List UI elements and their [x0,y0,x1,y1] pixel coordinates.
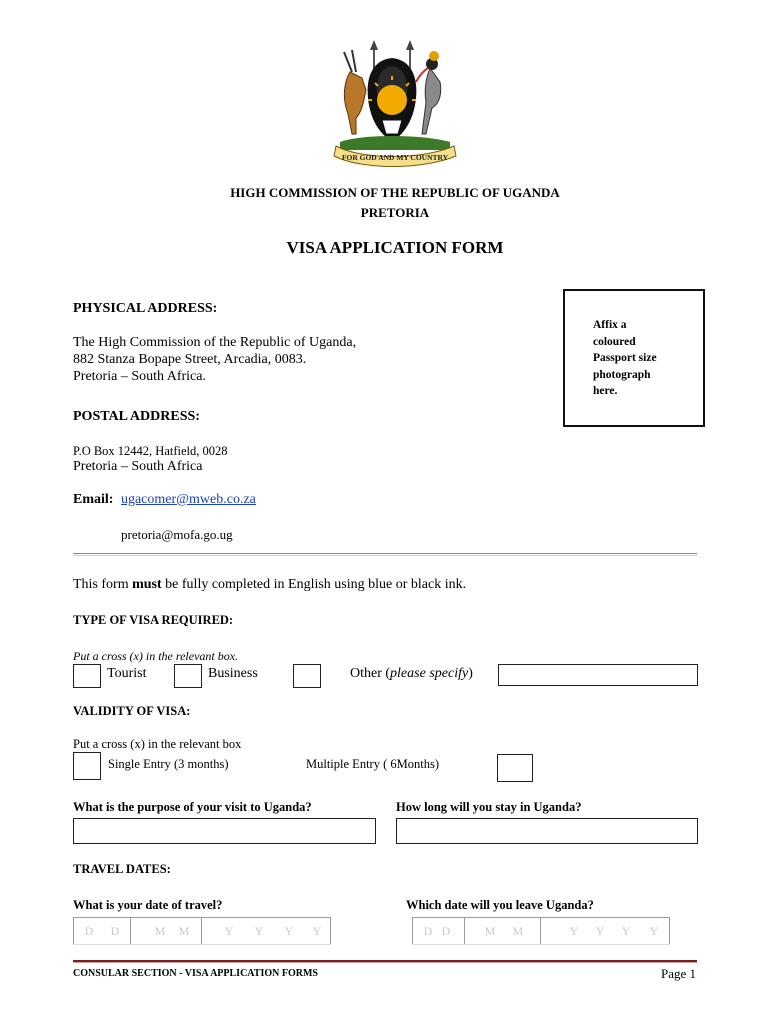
instruction-text: be fully completed in English using blue or black ink. [161,577,467,592]
uganda-coat-of-arms-emblem [322,38,468,168]
physical-address-block [73,334,356,385]
email-label: Email: [73,492,114,507]
stay-duration-input[interactable] [396,818,698,844]
business-checkbox[interactable] [174,664,202,688]
photo-instruction-line: here. [593,385,618,397]
city-heading: PRETORIA [360,205,430,220]
commission-heading: HIGH COMMISSION OF THE REPUBLIC OF UGANDA [230,185,560,200]
visa-type-heading: TYPE OF VISA REQUIRED: [73,613,234,627]
leave-date-field[interactable] [412,917,670,945]
date-cell-year: Y [649,924,659,938]
postal-city-line: Pretoria – South Africa [73,459,203,474]
other-label-text: ) [468,666,473,681]
photo-instruction-line: coloured [593,335,636,348]
photo-instruction-line: photograph [593,368,651,381]
date-cell-year: Y [569,924,579,938]
date-cell-month: M [512,924,524,938]
page-number: Page 1 [660,966,696,981]
date-cell-month: M [484,924,496,938]
multiple-entry-checkbox[interactable] [497,754,533,782]
travel-date-field[interactable] [73,917,331,945]
purpose-question: What is the purpose of your visit to Uganda? [73,800,312,814]
email-link-primary[interactable]: ugacomer@mweb.co.za [120,492,256,507]
leave-date-question: Which date will you leave Uganda? [406,898,594,912]
date-cell-month: M [154,924,166,938]
instruction-text: This form [73,577,133,592]
instruction-emphasis: must [132,577,162,592]
tourist-checkbox[interactable] [73,664,101,688]
form-title: VISA APPLICATION FORM [286,238,504,257]
section-divider [73,553,697,556]
footer-rule [73,960,697,963]
date-cell-day: D [423,924,433,938]
photo-instruction-line: Passport size [593,352,657,364]
physical-address-heading: PHYSICAL ADDRESS: [73,301,218,316]
single-entry-checkbox[interactable] [73,752,101,780]
date-cell-month: M [178,924,190,938]
date-cell-day: D [110,924,120,938]
motto-text: FOR GOD AND MY COUNTRY [341,153,449,162]
photo-instruction-line: Affix a [593,319,627,331]
other-label-text: Other ( [350,666,391,681]
address-line: 882 Stanza Bopape Street, Arcadia, 0083. [73,352,307,367]
address-line: The High Commission of the Republic of Uganda, [73,335,357,350]
other-specify-field[interactable] [498,664,698,686]
date-cell-year: Y [312,924,322,938]
form-instruction [73,577,466,593]
email-row [73,492,256,508]
email-secondary: pretoria@mofa.go.ug [121,527,233,542]
postal-box-line: P.O Box 12442, Hatfield, 0028 [73,444,228,458]
postal-address-heading: POSTAL ADDRESS: [73,409,200,424]
single-entry-label: Single Entry (3 months) [108,757,229,771]
visa-type-hint: Put a cross (x) in the relevant box. [73,649,239,663]
date-cell-year: Y [224,924,234,938]
passport-photo-box [563,289,705,427]
validity-heading: VALIDITY OF VISA: [73,704,191,718]
travel-dates-heading: TRAVEL DATES: [73,862,171,876]
date-cell-day: D [441,924,451,938]
tourist-label: Tourist [107,666,147,681]
address-line: Pretoria – South Africa. [73,369,206,384]
date-cell-day: D [84,924,94,938]
date-cell-year: Y [254,924,264,938]
purpose-input[interactable] [73,818,376,844]
stay-question: How long will you stay in Uganda? [396,800,582,814]
other-checkbox[interactable] [293,664,321,688]
date-cell-year: Y [595,924,605,938]
travel-date-question: What is your date of travel? [73,898,223,912]
other-label-italic: please specify [390,666,469,681]
business-label: Business [208,666,258,681]
validity-hint: Put a cross (x) in the relevant box [73,737,242,751]
multiple-entry-label: Multiple Entry ( 6Months) [306,757,439,771]
other-label [350,666,473,682]
footer-section-label: CONSULAR SECTION - VISA APPLICATION FORMS [73,968,318,979]
date-cell-year: Y [284,924,294,938]
date-cell-year: Y [621,924,631,938]
